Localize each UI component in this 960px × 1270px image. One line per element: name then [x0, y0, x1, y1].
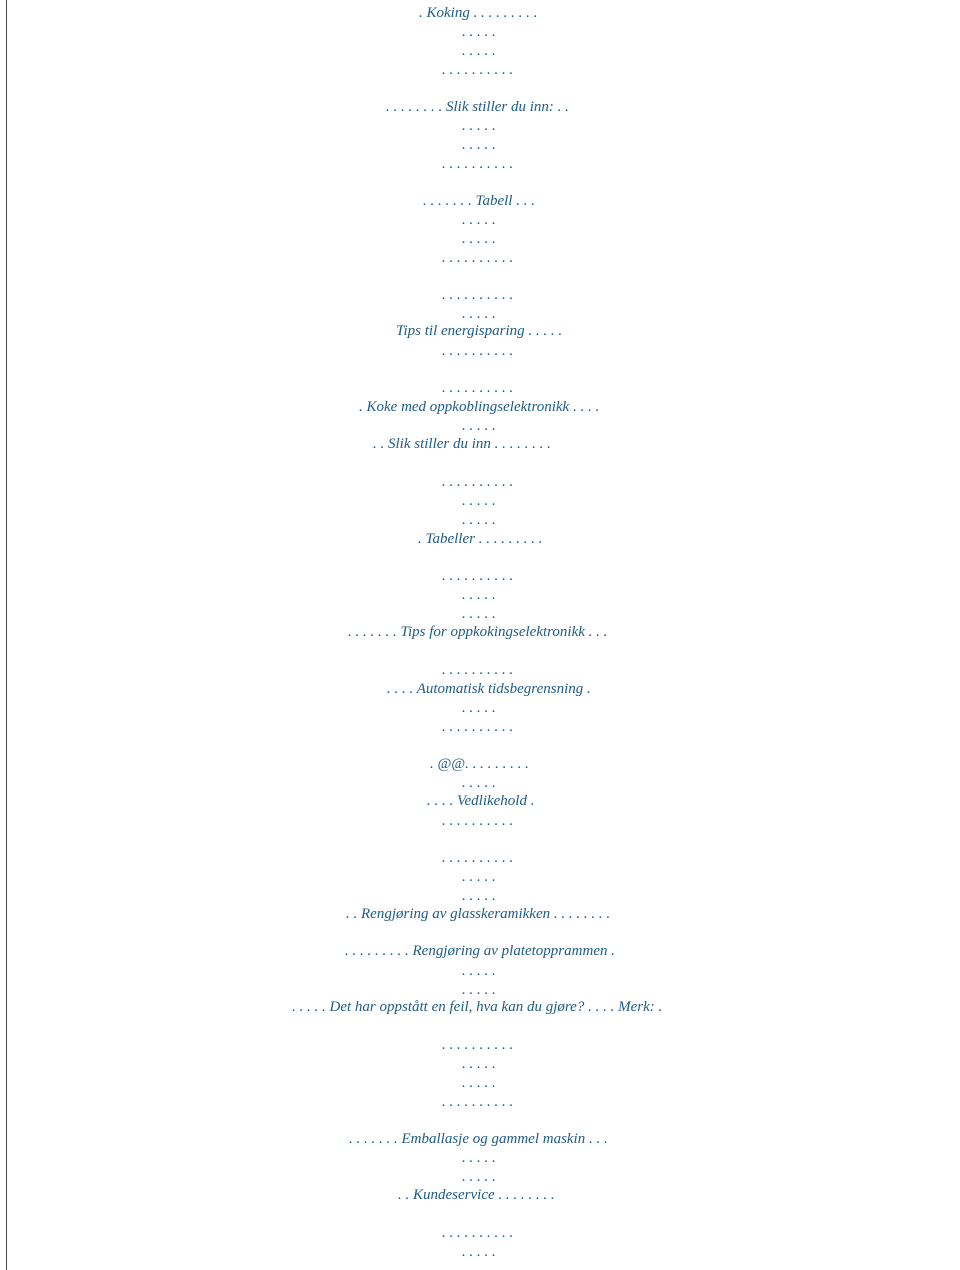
toc-line: . . . . .	[462, 512, 496, 528]
toc-line: . . . . .	[462, 231, 496, 247]
toc-line: . . . . .	[462, 869, 496, 885]
toc-line: . . . . .	[462, 700, 496, 716]
toc-line: . . . . . . . Tabell . . .	[423, 193, 535, 209]
toc-line: . . . . .	[462, 43, 496, 59]
toc-line: . . . . .	[462, 606, 496, 622]
toc-line: . . . . .	[462, 24, 496, 40]
toc-line: . . . . . . . . . .	[442, 287, 514, 303]
toc-line: . . . . .	[462, 493, 496, 509]
toc-line: . . . . . . . . . .	[442, 1225, 514, 1241]
toc-line: . . . . .	[462, 1244, 496, 1260]
toc-line: . . . . . . . . . Rengjøring av platetopprammen .	[345, 943, 615, 959]
toc-line: . . . . Vedlikehold .	[427, 793, 535, 809]
toc-line: . Tabeller . . . . . . . . .	[418, 531, 543, 547]
left-margin-rule	[6, 0, 7, 1270]
toc-line: . . . . .	[462, 1150, 496, 1166]
toc-line: . Koke med oppkoblingselektronikk . . . .	[359, 399, 600, 415]
toc-line: . . . . .	[462, 775, 496, 791]
toc-line: . Koking . . . . . . . . .	[419, 5, 538, 21]
toc-line: . . . . .	[462, 888, 496, 904]
toc-line: . . . . . . . Emballasje og gammel maskin . . .	[349, 1131, 608, 1147]
toc-line: . . . . .	[462, 118, 496, 134]
toc-line: . . . . . . . . . .	[442, 813, 514, 829]
toc-line: . . . . . . . . . .	[442, 1094, 514, 1110]
toc-line: . . Kundeservice . . . . . . . .	[398, 1187, 555, 1203]
toc-line: . . Rengjøring av glasskeramikken . . . . . . . .	[346, 906, 611, 922]
toc-line: . . . . .	[462, 137, 496, 153]
toc-line: . . . . . . . . . .	[442, 1037, 514, 1053]
toc-line: . . . . . . . . . .	[442, 662, 514, 678]
toc-line: . . . . .	[462, 306, 496, 322]
toc-line: . . . . .	[462, 418, 496, 434]
toc-line: . . . . . . . . . .	[442, 380, 514, 396]
toc-line: . . . . . . . . . .	[442, 62, 514, 78]
toc-line: . . . . .	[462, 587, 496, 603]
toc-line: . . . . . . . . . .	[442, 156, 514, 172]
toc-line: . . . . . Det har oppstått en feil, hva kan du gjøre? . . . . Merk: .	[292, 999, 663, 1015]
toc-line: . . . . . . . . . .	[442, 250, 514, 266]
toc-line: . . . . . . . . . .	[442, 343, 514, 359]
toc-line: Tips til energisparing . . . . .	[396, 323, 563, 339]
toc-line: . . . . .	[462, 1075, 496, 1091]
toc-line: . . Slik stiller du inn . . . . . . . .	[373, 436, 551, 452]
toc-line: . . . . Automatisk tidsbegrensning .	[387, 681, 591, 697]
toc-line: . . . . .	[462, 212, 496, 228]
toc-line: . . . . . . . . . .	[442, 850, 514, 866]
toc-line: . . . . . . . Tips for oppkokingselektronikk . . .	[348, 624, 608, 640]
toc-line: . . . . .	[462, 963, 496, 979]
toc-line: . . . . . . . . . .	[442, 568, 514, 584]
toc-line: . . . . . . . . . .	[442, 719, 514, 735]
toc-line: . . . . .	[462, 1056, 496, 1072]
toc-line: . . . . . . . . . .	[442, 474, 514, 490]
toc-line: . . . . .	[462, 982, 496, 998]
toc-line: . . . . . . . . Slik stiller du inn: . .	[386, 99, 569, 115]
toc-line: . . . . .	[462, 1169, 496, 1185]
toc-line: . @@. . . . . . . . .	[430, 756, 529, 772]
